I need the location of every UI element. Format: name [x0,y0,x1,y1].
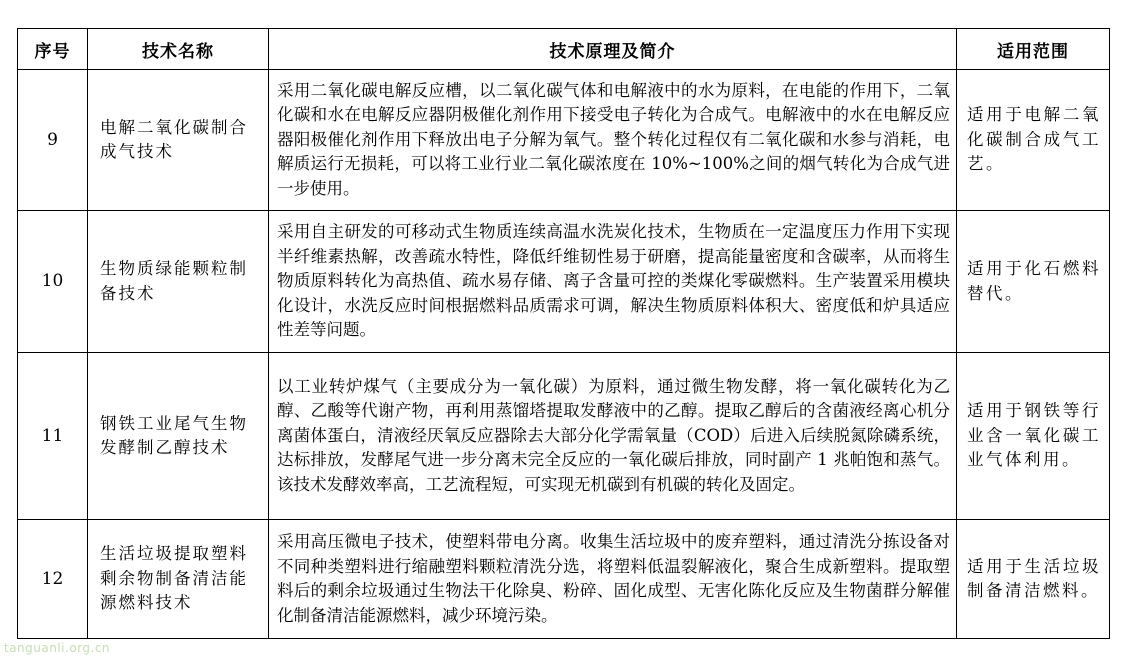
table-row [18,211,1110,353]
technology-name-cell: 生活垃圾提取塑料剩余物制备清洁能源燃料技术 [88,520,269,639]
technology-table [17,28,1110,639]
principle-description-cell: 采用高压微电子技术，使塑料带电分离。收集生活垃圾中的废弃塑料，通过清洗分拣设备对不同种类塑料进行缩融塑料颗粒清洗分选，将塑料低温裂解液化，聚合生成新塑料。提取塑料后的剩余垃圾通过生物法干化除臭、粉碎、固化成型、无害化陈化反应及生物菌群分解催化制备清洁能源燃料，减少环境污染。 [269,520,957,639]
table-row [18,353,1110,520]
serial-number-cell: 10 [18,211,88,353]
principle-description-cell: 采用自主研发的可移动式生物质连续高温水洗炭化技术，生物质在一定温度压力作用下实现半纤维素热解，改善疏水特性，降低纤维韧性易于研磨，提高能量密度和含碳率，从而将生物质原料转化为高热值、疏水易存储、离子含量可控的类煤化零碳燃料。生产装置采用模块化设计，水洗反应时间根据燃料品质需求可调，解决生物质原料体积大、密度低和炉具适应性差等问题。 [269,211,957,353]
header-row [18,29,1110,70]
serial-number-cell: 9 [18,70,88,211]
table-body [18,70,1110,639]
table-header [18,29,1110,70]
principle-description-cell: 采用二氧化碳电解反应槽，以二氧化碳气体和电解液中的水为原料，在电能的作用下，二氧化碳和水在电解反应器阴极催化剂作用下接受电子转化为合成气。电解液中的水在电解反应器阳极催化剂作用下释放出电子分解为氧气。整个转化过程仅有二氧化碳和水参与消耗，电解质运行无损耗，可以将工业行业二氧化碳浓度在 10%~100%之间的烟气转化为合成气进一步使用。 [269,70,957,211]
principle-description-cell: 以工业转炉煤气（主要成分为一氧化碳）为原料，通过微生物发酵，将一氧化碳转化为乙醇、乙酸等代谢产物，再利用蒸馏塔提取发酵液中的乙醇。提取乙醇后的含菌液经离心机分离菌体蛋白，清液经厌氧反应器除去大部分化学需氧量（COD）后进入后续脱氮除磷系统，达标排放，发酵尾气进一步分离未完全反应的一氧化碳后排放，同时副产 1 兆帕饱和蒸气。该技术发酵效率高，工艺流程短，可实现无机碳到有机碳的转化及固定。 [269,353,957,520]
table-row [18,520,1110,639]
applicable-scope-cell: 适用于生活垃圾制备清洁燃料。 [957,520,1110,639]
header-serial-number: 序号 [18,29,88,70]
header-principle-description: 技术原理及简介 [269,29,957,70]
serial-number-cell: 11 [18,353,88,520]
technology-name-cell: 电解二氧化碳制合成气技术 [88,70,269,211]
table-row [18,70,1110,211]
technology-name-cell: 生物质绿能颗粒制备技术 [88,211,269,353]
applicable-scope-cell: 适用于化石燃料替代。 [957,211,1110,353]
technology-name-cell: 钢铁工业尾气生物发酵制乙醇技术 [88,353,269,520]
header-applicable-scope: 适用范围 [957,29,1110,70]
serial-number-cell: 12 [18,520,88,639]
header-technology-name: 技术名称 [88,29,269,70]
applicable-scope-cell: 适用于电解二氧化碳制合成气工艺。 [957,70,1110,211]
applicable-scope-cell: 适用于钢铁等行业含一氧化碳工业气体利用。 [957,353,1110,520]
site-watermark: tanguanli.org.cn [4,641,111,655]
